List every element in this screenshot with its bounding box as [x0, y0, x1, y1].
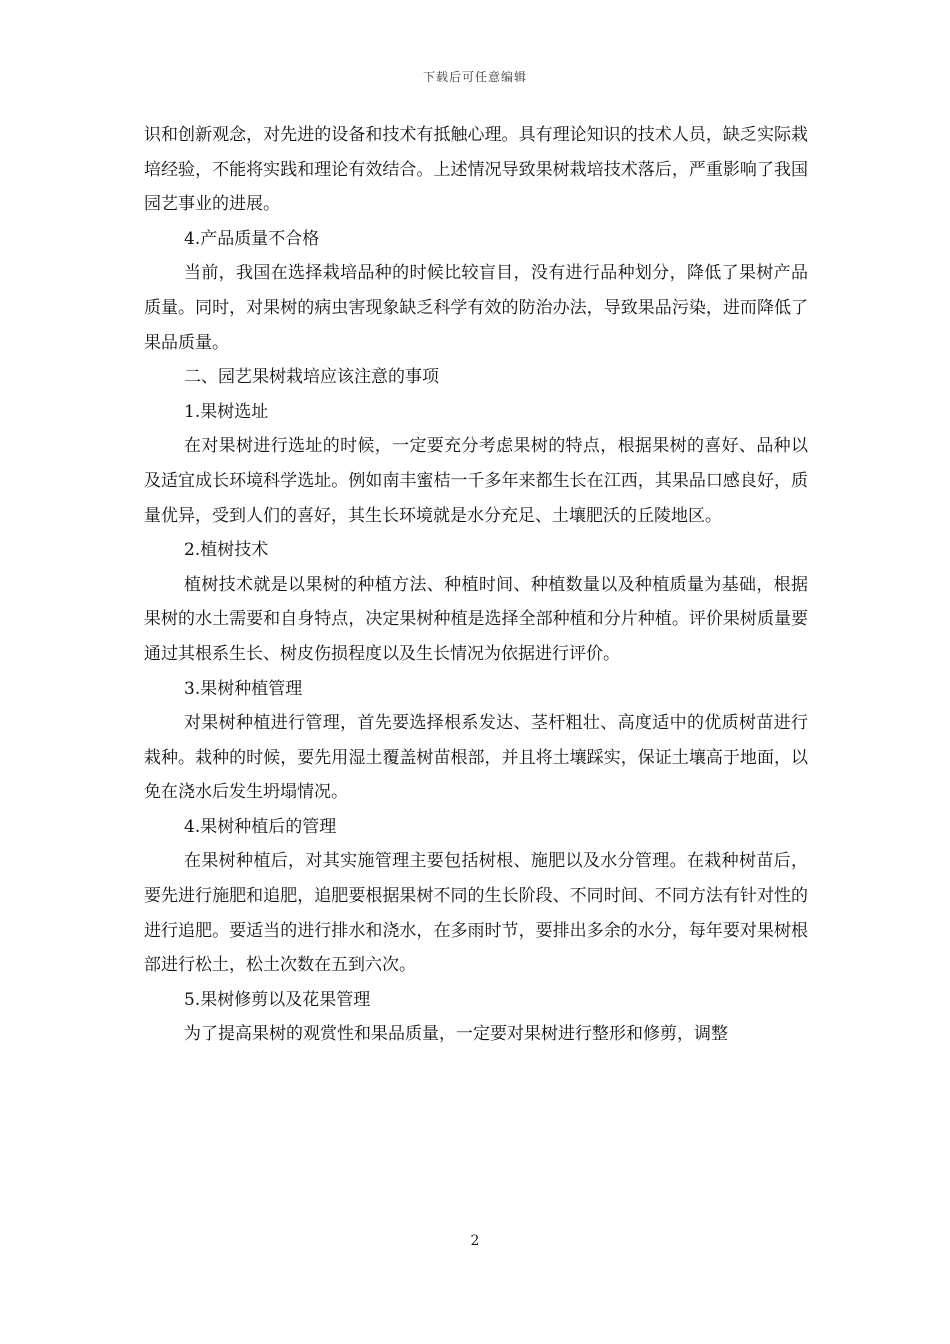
paragraph: 识和创新观念，对先进的设备和技术有抵触心理。具有理论知识的技术人员，缺乏实际栽培经验，不能将实践和理论有效结合。上述情况导致果树栽培技术落后，严重影响了我国园艺事业的进展。 — [144, 125, 808, 215]
paragraph: 1.果树选址 — [184, 401, 269, 422]
document-body — [144, 118, 808, 1052]
paragraph: 4.产品质量不合格 — [184, 228, 320, 249]
paragraph: 植树技术就是以果树的种植方法、种植时间、种植数量以及种植质量为基础，根据果树的水土需要和自身特点，决定果树种植是选择全部种植和分片种植。评价果树质量要通过其根系生长、树皮伤损程度以及生长情况为依据进行评价。 — [144, 574, 808, 664]
page-number: 2 — [470, 1233, 480, 1249]
paragraph: 在果树种植后，对其实施管理主要包括树根、施肥以及水分管理。在栽种树苗后，要先进行施肥和追肥，追肥要根据果树不同的生长阶段、不同时间、不同方法有针对性的进行追肥。要适当的进行排水和浇水，在多雨时节，要排出多余的水分，每年要对果树根部进行松土，松土次数在五到六次。 — [144, 851, 808, 976]
page-header: 下载后可任意编辑 — [422, 70, 527, 84]
paragraph: 为了提高果树的观赏性和果品质量，一定要对果树进行整形和修剪，调整 — [184, 1024, 728, 1045]
paragraph: 对果树种植进行管理，首先要选择根系发达、茎杆粗壮、高度适中的优质树苗进行栽种。栽种的时候，要先用湿土覆盖树苗根部，并且将土壤踩实，保证土壤高于地面，以免在浇水后发生坍塌情况。 — [144, 713, 808, 803]
paragraph: 二、园艺果树栽培应该注意的事项 — [184, 367, 439, 388]
paragraph: 当前，我国在选择栽培品种的时候比较盲目，没有进行品种划分，降低了果树产品质量。同时，对果树的病虫害现象缺乏科学有效的防治办法，导致果品污染，进而降低了果品质量。 — [144, 263, 808, 353]
paragraph: 在对果树进行选址的时候，一定要充分考虑果树的特点，根据果树的喜好、品种以及适宜成长环境科学选址。例如南丰蜜桔一千多年来都生长在江西，其果品口感良好，质量优异，受到人们的喜好，其生长环境就是水分充足、土壤肥沃的丘陵地区。 — [144, 436, 808, 526]
paragraph: 4.果树种植后的管理 — [184, 816, 337, 837]
paragraph: 5.果树修剪以及花果管理 — [184, 989, 371, 1010]
paragraph: 2.植树技术 — [184, 540, 269, 561]
paragraph: 3.果树种植管理 — [184, 678, 303, 699]
